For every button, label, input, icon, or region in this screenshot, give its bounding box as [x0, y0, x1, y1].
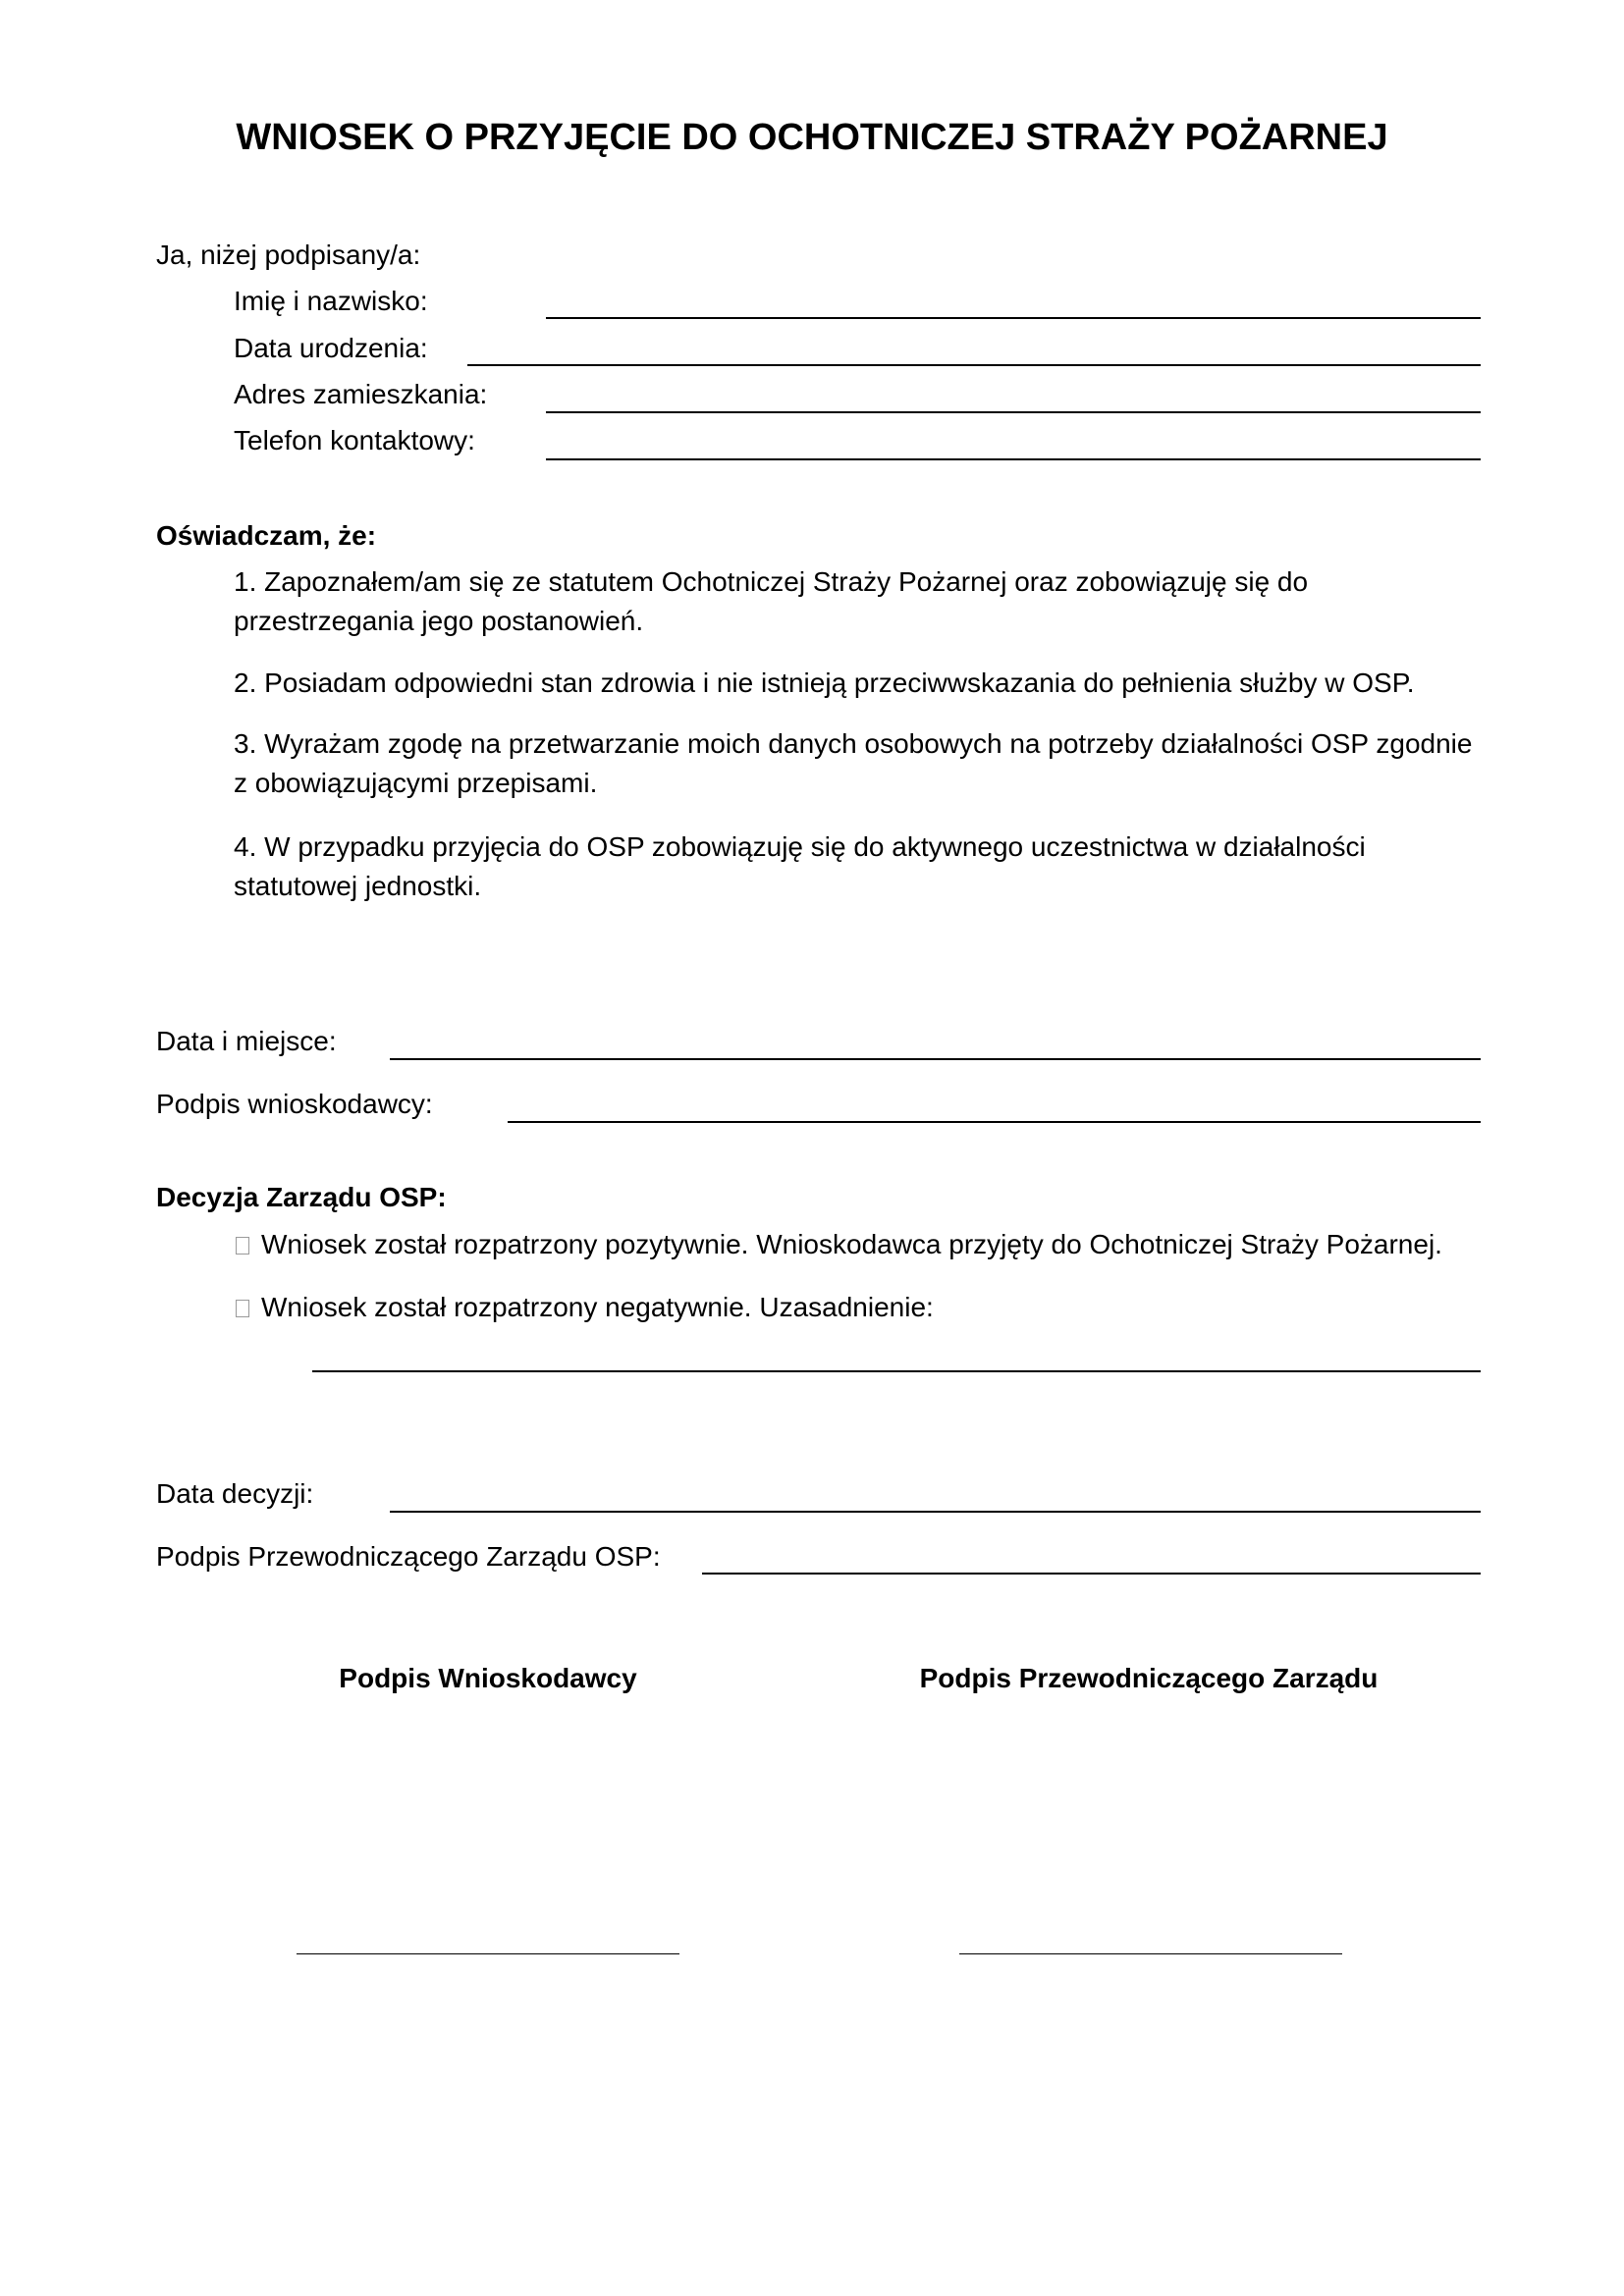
- chair-signature-label: Podpis Przewodniczącego Zarządu OSP:: [156, 1541, 661, 1572]
- declaration-item: [234, 664, 1500, 703]
- declaration-line: 1. Zapoznałem/am się ze statutem Ochotniczej Straży Pożarnej oraz zobowiązuję się do: [234, 566, 1309, 597]
- decision-option-negative[interactable]: [236, 1291, 934, 1324]
- name-field[interactable]: [546, 317, 1481, 319]
- applicant-signature-field[interactable]: [508, 1121, 1481, 1123]
- checkbox-icon[interactable]: [236, 1300, 249, 1317]
- justification-field[interactable]: [312, 1370, 1481, 1372]
- declaration-item: [234, 562, 1500, 641]
- decision-date-field[interactable]: [390, 1511, 1481, 1513]
- decision-date-label: Data decyzji:: [156, 1478, 314, 1509]
- date-place-label: Data i miejsce:: [156, 1026, 337, 1056]
- declaration-item: [234, 828, 1500, 906]
- decision-option-label: Wniosek został rozpatrzony negatywnie. Uzasadnienie:: [261, 1292, 934, 1322]
- declaration-line: 4. W przypadku przyjęcia do OSP zobowiązuję się do aktywnego uczestnictwa w działalności: [234, 831, 1366, 862]
- birthdate-label: Data urodzenia:: [234, 333, 428, 363]
- applicant-signature-label: Podpis wnioskodawcy:: [156, 1089, 433, 1119]
- phone-label: Telefon kontaktowy:: [234, 425, 475, 455]
- name-label: Imię i nazwisko:: [234, 286, 428, 316]
- document-title: WNIOSEK O PRZYJĘCIE DO OCHOTNICZEJ STRAŻY POŻARNEJ: [236, 117, 1388, 158]
- date-place-field[interactable]: [390, 1058, 1481, 1060]
- chair-signature-field[interactable]: [702, 1573, 1481, 1575]
- address-label: Adres zamieszkania:: [234, 379, 488, 409]
- declaration-line: z obowiązującymi przepisami.: [234, 768, 598, 798]
- phone-field[interactable]: [546, 458, 1481, 460]
- address-field[interactable]: [546, 411, 1481, 413]
- intro-text: Ja, niżej podpisany/a:: [156, 240, 421, 270]
- declaration-line: statutowej jednostki.: [234, 871, 482, 901]
- declaration-line: przestrzegania jego postanowień.: [234, 606, 644, 636]
- declaration-item: [234, 724, 1500, 803]
- birthdate-field[interactable]: [467, 364, 1481, 366]
- applicant-signature-line[interactable]: [297, 1953, 679, 1954]
- applicant-signature-heading: Podpis Wnioskodawcy: [339, 1663, 637, 1693]
- decision-option-positive[interactable]: [236, 1228, 1442, 1261]
- declaration-heading: Oświadczam, że:: [156, 520, 377, 551]
- decision-option-label: Wniosek został rozpatrzony pozytywnie. Wnioskodawca przyjęty do Ochotniczej Straży Pożarnej.: [261, 1229, 1442, 1259]
- decision-heading: Decyzja Zarządu OSP:: [156, 1182, 447, 1212]
- chair-signature-heading: Podpis Przewodniczącego Zarządu: [919, 1663, 1379, 1693]
- declaration-line: 2. Posiadam odpowiedni stan zdrowia i nie istnieją przeciwwskazania do pełnienia służby w OSP.: [234, 667, 1415, 698]
- checkbox-icon[interactable]: [236, 1237, 249, 1255]
- chair-signature-line[interactable]: [959, 1953, 1342, 1954]
- declaration-line: 3. Wyrażam zgodę na przetwarzanie moich danych osobowych na potrzeby działalności OSP zgodnie: [234, 728, 1473, 759]
